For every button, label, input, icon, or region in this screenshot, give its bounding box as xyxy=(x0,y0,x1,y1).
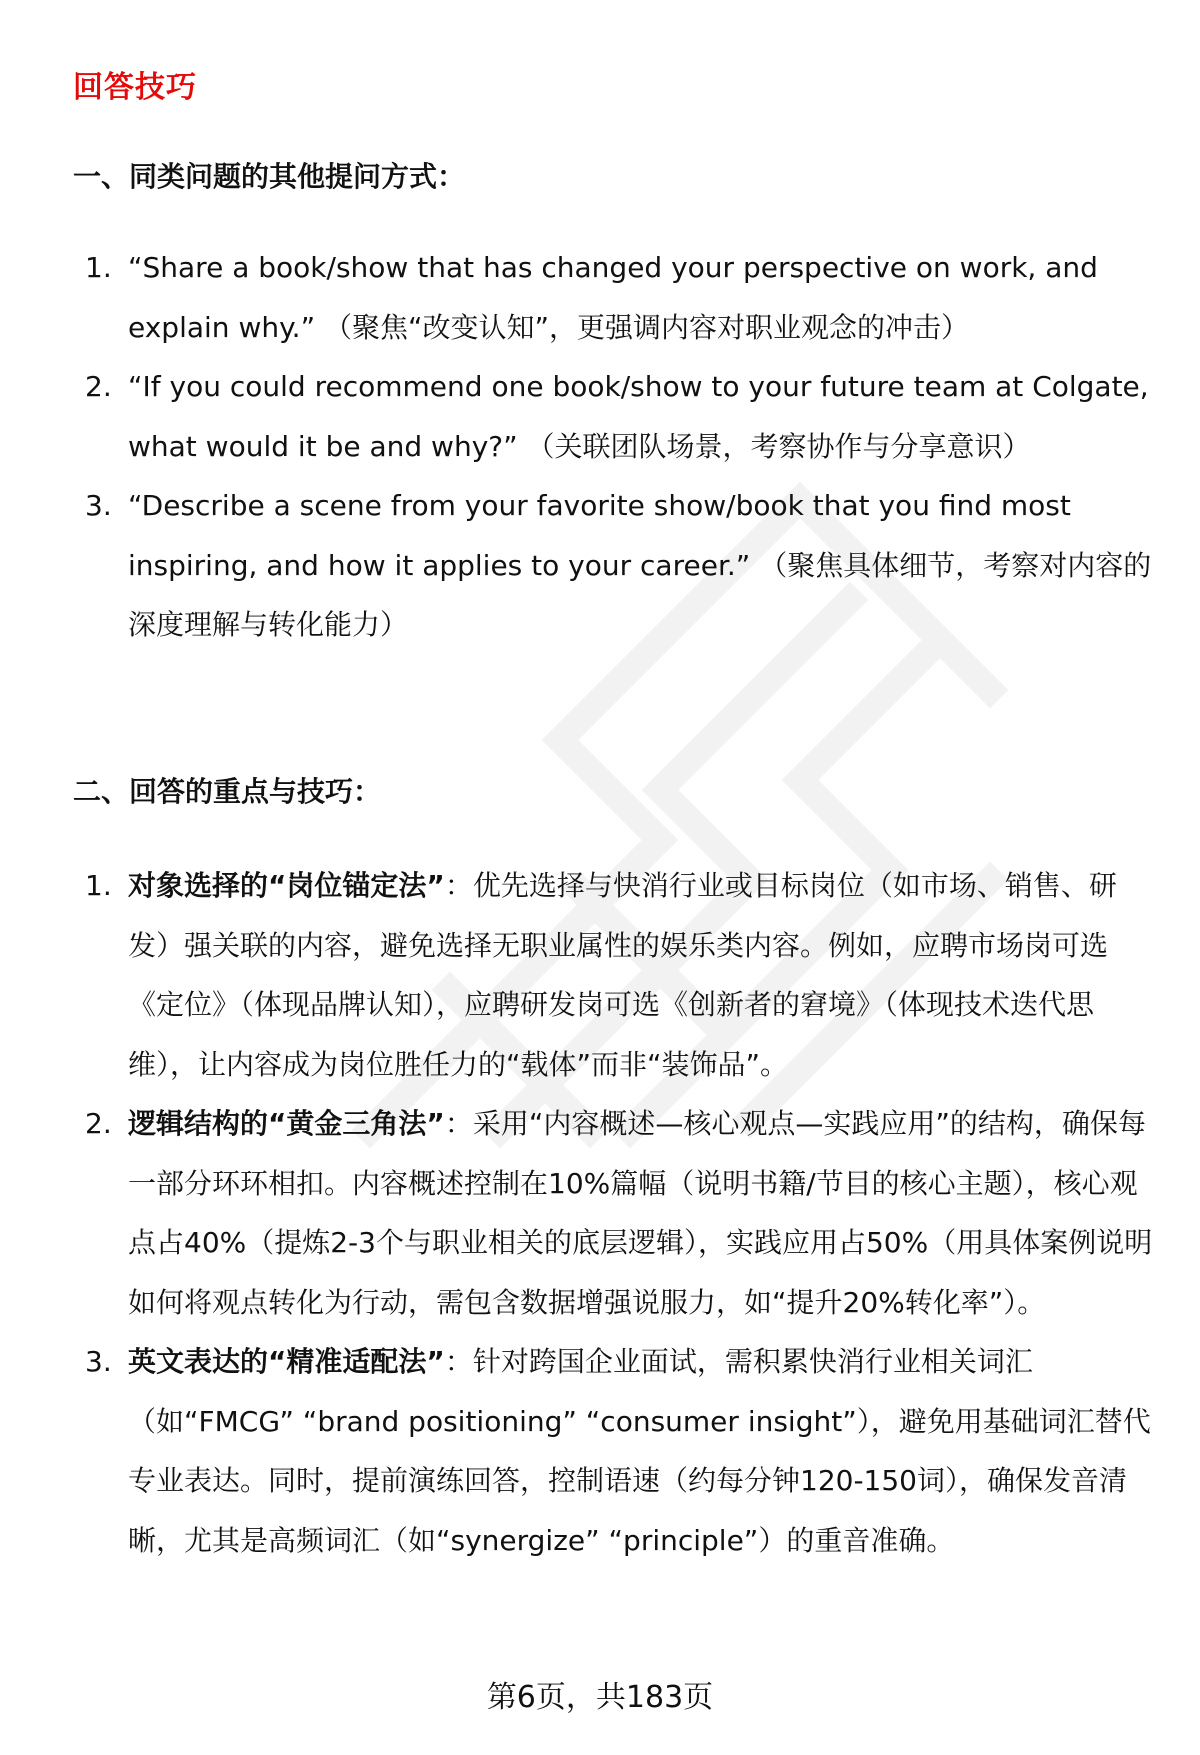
list-item xyxy=(0,476,1200,655)
list-item-text xyxy=(128,1332,1158,1570)
list-item-lead: 逻辑结构的“黄金三角法” xyxy=(128,1107,445,1140)
list-item-text: “Describe a scene from your favorite show/book that you find most inspiring, and how it applies to your career.” （聚焦具体细节，考察对内容的深度理解与转化能力） xyxy=(128,489,1152,641)
list-number: 3. xyxy=(85,489,112,522)
list-item-lead: 英文表达的“精准适配法” xyxy=(128,1345,445,1378)
list-number: 2. xyxy=(85,1107,112,1140)
page-title: 回答技巧 xyxy=(73,70,197,105)
list-item-text xyxy=(128,1094,1158,1332)
list-item-text xyxy=(128,856,1158,1094)
section-heading-key-points: 二、回答的重点与技巧： xyxy=(73,775,382,808)
alt-questions-list xyxy=(0,238,1200,655)
section-heading-alt-questions: 一、同类问题的其他提问方式： xyxy=(73,160,466,193)
list-number: 3. xyxy=(85,1345,112,1378)
list-item-body: ：优先选择与快消行业或目标岗位（如市场、销售、研发）强关联的内容，避免选择无职业属性的娱乐类内容。例如，应聘市场岗可选《定位》（体现品牌认知），应聘研发岗可选《创新者的窘境》（体现技术迭代思维），让内容成为岗位胜任力的“载体”而非“装饰品”。 xyxy=(128,869,1117,1081)
page-number-footer: 第6页，共183页 xyxy=(486,1680,714,1715)
list-item xyxy=(0,357,1200,476)
list-number: 2. xyxy=(85,370,112,403)
list-item-body: ：针对跨国企业面试，需积累快消行业相关词汇（如“FMCG” “brand positioning” “consumer insight”），避免用基础词汇替代专业表达。同时，提前演练回答，控制语速（约每分钟120-150词），确保发音清晰，尤其是高频词汇（如“synergize” “principle”）的重音准确。 xyxy=(128,1345,1151,1557)
list-item xyxy=(0,238,1200,357)
list-number: 1. xyxy=(85,869,112,902)
list-item-text: “Share a book/show that has changed your perspective on work, and explain why.” （聚焦“改变认知”，更强调内容对职业观念的冲击） xyxy=(128,251,1098,344)
list-item-text: “If you could recommend one book/show to your future team at Colgate, what would it be and why?” （关联团队场景，考察协作与分享意识） xyxy=(128,370,1149,463)
list-number: 1. xyxy=(85,251,112,284)
list-item-lead: 对象选择的“岗位锚定法” xyxy=(128,869,445,902)
list-item-body: ：采用“内容概述—核心观点—实践应用”的结构，确保每一部分环环相扣。内容概述控制在10%篇幅（说明书籍/节目的核心主题），核心观点占40%（提炼2-3个与职业相关的底层逻辑），实践应用占50%（用具体案例说明如何将观点转化为行动，需包含数据增强说服力，如“提升20%转化率”）。 xyxy=(128,1107,1153,1319)
list-item xyxy=(0,856,1200,1094)
list-item xyxy=(0,1332,1200,1570)
list-item xyxy=(0,1094,1200,1332)
key-points-list xyxy=(0,856,1200,1570)
